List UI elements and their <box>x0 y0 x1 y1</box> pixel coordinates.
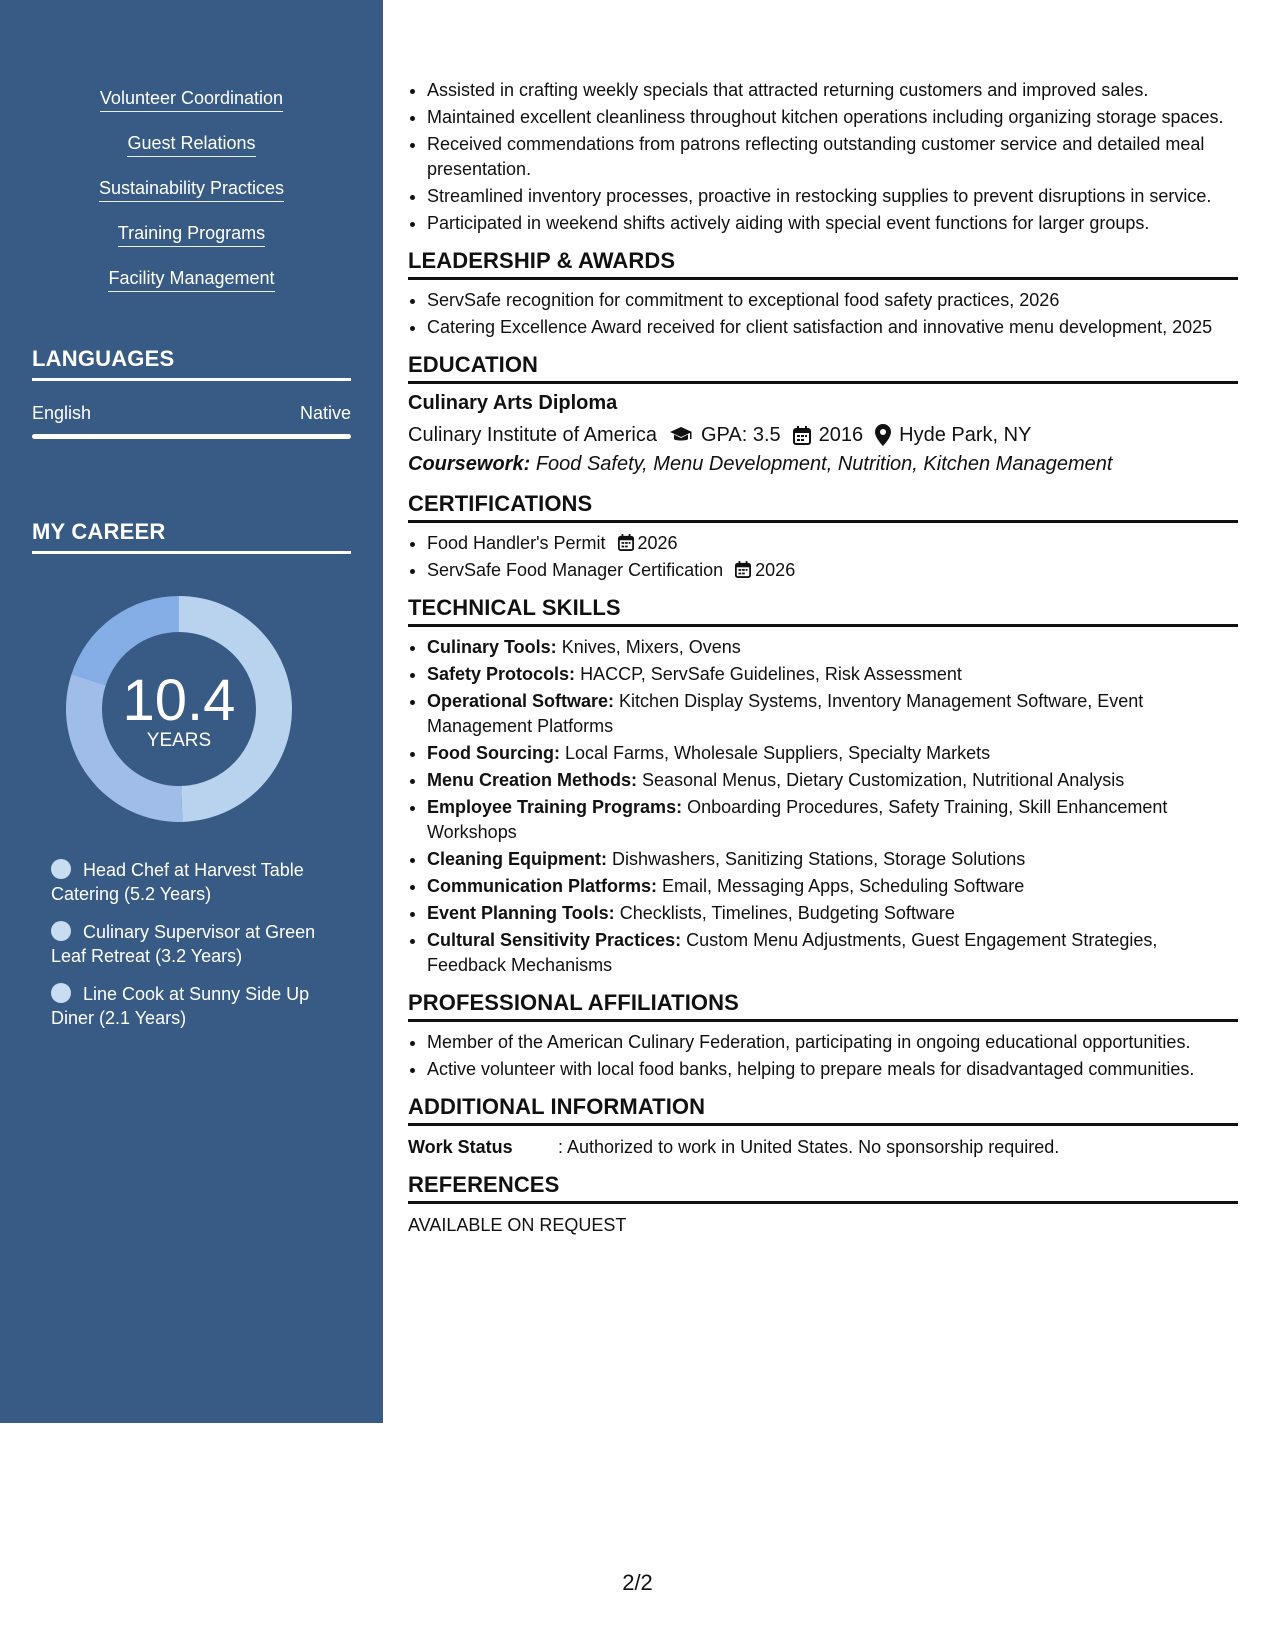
skill-label: Operational Software: <box>427 691 615 711</box>
certifications-list <box>408 531 1238 583</box>
technical-skills-heading: TECHNICAL SKILLS <box>408 595 1238 627</box>
list-item <box>427 741 1238 766</box>
career-item <box>51 920 341 968</box>
language-row <box>32 403 351 424</box>
coursework <box>408 449 1238 479</box>
references-text: AVAILABLE ON REQUEST <box>408 1215 627 1235</box>
technical-skills-list <box>408 635 1238 978</box>
degree-title: Culinary Arts Diploma <box>408 392 618 414</box>
affiliations-list <box>408 1030 1238 1082</box>
career-item-text: Culinary Supervisor at Green Leaf Retreat (3.2 Years) <box>51 922 316 966</box>
additional-info-heading: ADDITIONAL INFORMATION <box>408 1094 1238 1126</box>
list-item <box>427 795 1238 845</box>
language-level: Native <box>299 403 351 423</box>
career-unit-label: YEARS <box>146 730 212 751</box>
legend-dot-icon <box>51 859 71 879</box>
work-status-row <box>408 1134 1238 1160</box>
skill-link[interactable]: Facility Management <box>108 266 274 292</box>
calendar-icon <box>793 426 811 445</box>
legend-dot-icon <box>51 983 71 1003</box>
skill-link[interactable]: Guest Relations <box>127 131 255 157</box>
list-item <box>427 689 1238 739</box>
list-item <box>427 847 1238 872</box>
skill-text: Dishwashers, Sanitizing Stations, Storage Solutions <box>612 849 1026 869</box>
language-level-bar <box>32 434 351 439</box>
work-status-label: Work Status <box>408 1137 513 1157</box>
list-item: • Streamlined inventory processes, proactive in restocking supplies to prevent disruptions in service. <box>427 184 1238 209</box>
skill-link[interactable]: Training Programs <box>118 221 265 247</box>
list-item: • Maintained excellent cleanliness throughout kitchen operations including organizing storage spaces. <box>427 105 1238 130</box>
skill-text: Knives, Mixers, Ovens <box>561 637 741 657</box>
skill-link[interactable]: Sustainability Practices <box>99 176 284 202</box>
skill-label: Safety Protocols: <box>427 664 576 684</box>
education-details <box>408 421 1238 449</box>
skill-text: Local Farms, Wholesale Suppliers, Specialty Markets <box>565 743 991 763</box>
list-item <box>427 928 1238 978</box>
list-item: • Member of the American Culinary Federation, participating in ongoing educational opportunities. <box>427 1030 1238 1055</box>
list-item <box>427 901 1238 926</box>
calendar-icon <box>735 561 751 578</box>
school-location: Hyde Park, NY <box>899 424 1032 446</box>
list-item: • Received commendations from patrons reflecting outstanding customer service and detailed meal presentation. <box>427 132 1238 182</box>
list-item <box>427 558 1238 583</box>
list-item: • Active volunteer with local food banks, helping to prepare meals for disadvantaged communities. <box>427 1057 1238 1082</box>
references-heading: REFERENCES <box>408 1172 1238 1204</box>
gpa: GPA: 3.5 <box>701 424 781 446</box>
skill-text: Seasonal Menus, Dietary Customization, Nutritional Analysis <box>642 770 1125 790</box>
career-total-years: 10.4 <box>122 668 236 733</box>
skill-text: Checklists, Timelines, Budgeting Software <box>619 903 955 923</box>
list-item: • Participated in weekend shifts actively aiding with special event functions for larger groups. <box>427 211 1238 236</box>
list-item <box>427 662 1238 687</box>
career-item-text: Head Chef at Harvest Table Catering (5.2 Years) <box>51 860 304 904</box>
work-status-text: : Authorized to work in United States. No sponsorship required. <box>558 1137 1060 1157</box>
skill-label: Menu Creation Methods: <box>427 770 637 790</box>
legend-dot-icon <box>51 921 71 941</box>
list-item <box>427 531 1238 556</box>
leadership-list <box>408 288 1238 340</box>
language-name: English <box>32 403 92 423</box>
coursework-text: Food Safety, Menu Development, Nutrition, Kitchen Management <box>535 453 1113 475</box>
main-content <box>408 78 1238 1238</box>
career-heading: MY CAREER <box>32 519 351 554</box>
skill-label: Communication Platforms: <box>427 876 658 896</box>
career-item-text: Line Cook at Sunny Side Up Diner (2.1 Years) <box>51 984 310 1028</box>
graduation-cap-icon <box>669 426 693 444</box>
skill-label: Event Planning Tools: <box>427 903 615 923</box>
list-item <box>427 635 1238 660</box>
affiliations-heading: PROFESSIONAL AFFILIATIONS <box>408 990 1238 1022</box>
page-number: 2/2 <box>622 1570 653 1595</box>
cert-name: Food Handler's Permit <box>427 533 606 553</box>
list-item: • Catering Excellence Award received for client satisfaction and innovative menu development, 2025 <box>427 315 1238 340</box>
cert-name: ServSafe Food Manager Certification <box>427 560 724 580</box>
career-item <box>51 982 341 1030</box>
skill-text: Onboarding Procedures, Safety Training, Skill Enhancement Workshops <box>427 797 1168 842</box>
list-item: • ServSafe recognition for commitment to exceptional food safety practices, 2026 <box>427 288 1238 313</box>
education-heading: EDUCATION <box>408 352 1238 384</box>
cert-year: 2026 <box>755 560 796 580</box>
map-pin-icon <box>875 424 891 446</box>
skill-text: Custom Menu Adjustments, Guest Engagement Strategies, Feedback Mechanisms <box>427 930 1158 975</box>
graduation-year: 2016 <box>818 424 864 446</box>
skill-list <box>0 86 383 311</box>
experience-bullets <box>408 78 1238 236</box>
languages-heading: LANGUAGES <box>32 346 351 381</box>
skill-link[interactable]: Volunteer Coordination <box>100 86 283 112</box>
career-item <box>51 858 341 906</box>
sidebar <box>0 0 383 1423</box>
skill-label: Employee Training Programs: <box>427 797 683 817</box>
list-item <box>427 768 1238 793</box>
school-name: Culinary Institute of America <box>408 424 657 446</box>
calendar-icon <box>618 534 634 551</box>
certifications-heading: CERTIFICATIONS <box>408 491 1238 523</box>
cert-year: 2026 <box>637 533 678 553</box>
skill-label: Cultural Sensitivity Practices: <box>427 930 682 950</box>
skill-label: Food Sourcing: <box>427 743 560 763</box>
skill-label: Cleaning Equipment: <box>427 849 607 869</box>
skill-label: Culinary Tools: <box>427 637 557 657</box>
skill-text: Kitchen Display Systems, Inventory Management Software, Event Management Platforms <box>427 691 1144 736</box>
list-item: • Assisted in crafting weekly specials that attracted returning customers and improved sales. <box>427 78 1238 103</box>
coursework-label: Coursework: <box>408 453 531 475</box>
skill-text: Email, Messaging Apps, Scheduling Software <box>662 876 1025 896</box>
skill-text: HACCP, ServSafe Guidelines, Risk Assessment <box>580 664 962 684</box>
leadership-heading: LEADERSHIP & AWARDS <box>408 248 1238 280</box>
list-item <box>427 874 1238 899</box>
